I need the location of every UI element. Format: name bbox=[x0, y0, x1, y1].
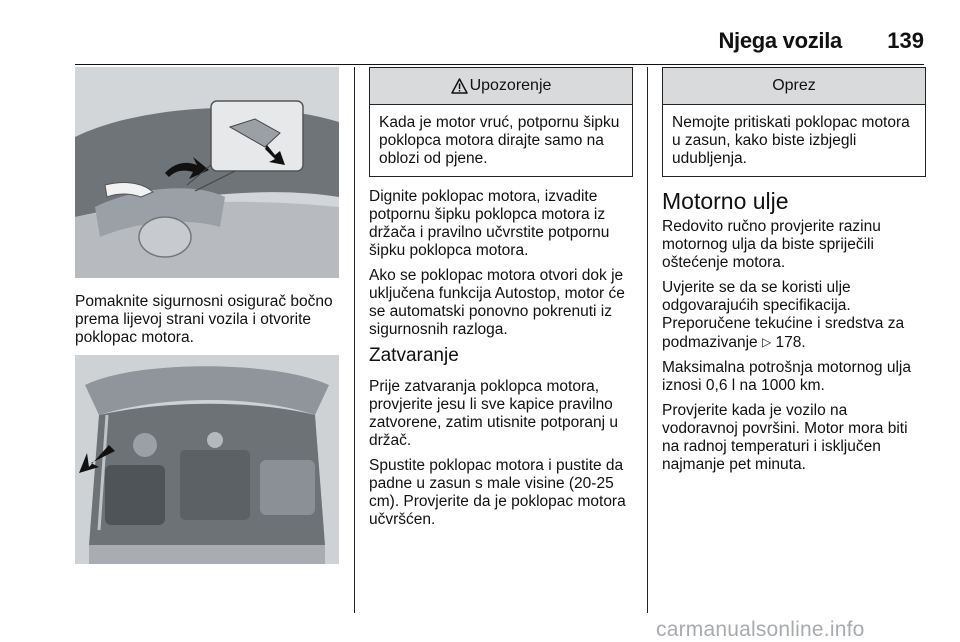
hood-release-drawing bbox=[75, 67, 339, 278]
column-divider bbox=[354, 67, 355, 613]
engine-oil-text bbox=[662, 218, 924, 481]
paragraph: Spustite poklopac motora i pustite da padne u zasun s male visine (20-25 cm). Provjerite da je poklopac motora učvršćen. bbox=[369, 457, 626, 528]
hood-release-caption: Pomaknite sigurnosni osigurač bočno prema lijevoj strani vozila i otvorite poklopac motora. bbox=[75, 293, 333, 346]
hood-open-instructions bbox=[369, 188, 631, 346]
hood-release-illustration bbox=[75, 67, 339, 278]
closing-instructions bbox=[369, 378, 631, 536]
column-divider bbox=[647, 67, 648, 613]
paragraph: Redovito ručno provjerite razinu motornog ulja da biste spriječili oštećenje motora. bbox=[662, 218, 881, 271]
header-rule bbox=[75, 64, 924, 65]
reference-paragraph bbox=[662, 315, 924, 352]
paragraph: Provjerite kada je vozilo na vodoravnoj površini. Motor mora biti na radnoj temperaturi i isključen najmanje pet minuta. bbox=[662, 402, 908, 473]
paragraph: Prije zatvaranja poklopca motora, provjerite jesu li sve kapice pravilno zatvorene, zatim utisnite potporanj u držač. bbox=[369, 378, 618, 449]
reference-end: . bbox=[801, 334, 806, 351]
paragraph: Dignite poklopac motora, izvadite potpornu šipku poklopca motora iz držača i pravilno učvrstite potpornu šipku poklopca motora. bbox=[369, 188, 610, 259]
caution-box bbox=[662, 67, 926, 177]
engine-bay-drawing bbox=[75, 355, 339, 564]
engine-bay-illustration bbox=[75, 355, 339, 564]
caution-box-title: Oprez bbox=[772, 77, 816, 94]
reference-text: Preporučene tekućine i sredstva za podmazivanje bbox=[662, 315, 905, 351]
page-header bbox=[75, 22, 924, 62]
closing-heading: Zatvaranje bbox=[369, 345, 459, 366]
paragraph: Ako se poklopac motora otvori dok je uključena funkcija Autostop, motor će se automatski ponovno pokrenuti iz sigurnosnih razloga. bbox=[369, 267, 625, 338]
caution-box-body: Nemojte pritiskati poklopac motora u zasun, kako biste izbjegli udubljenja. bbox=[672, 114, 910, 167]
page-number: 139 bbox=[887, 28, 924, 53]
warning-box-header bbox=[370, 68, 632, 105]
caution-box-header bbox=[663, 68, 925, 105]
watermark: carmanualsonline.info bbox=[656, 618, 865, 641]
page-reference-icon: ▷ bbox=[761, 335, 772, 349]
warning-box-title: Upozorenje bbox=[469, 77, 552, 94]
reference-page[interactable]: 178 bbox=[775, 334, 802, 351]
section-title: Njega vozila bbox=[718, 28, 842, 53]
warning-triangle-icon bbox=[451, 78, 468, 94]
paragraph: Uvjerite se da se koristi ulje odgovarajućih specifikacija. bbox=[662, 279, 851, 314]
engine-oil-heading: Motorno ulje bbox=[662, 188, 789, 214]
paragraph: Maksimalna potrošnja motornog ulja iznosi 0,6 l na 1000 km. bbox=[662, 359, 911, 394]
warning-box bbox=[369, 67, 633, 177]
warning-box-body: Kada je motor vruć, potpornu šipku poklopca motora dirajte samo na oblozi od pjene. bbox=[379, 114, 620, 167]
